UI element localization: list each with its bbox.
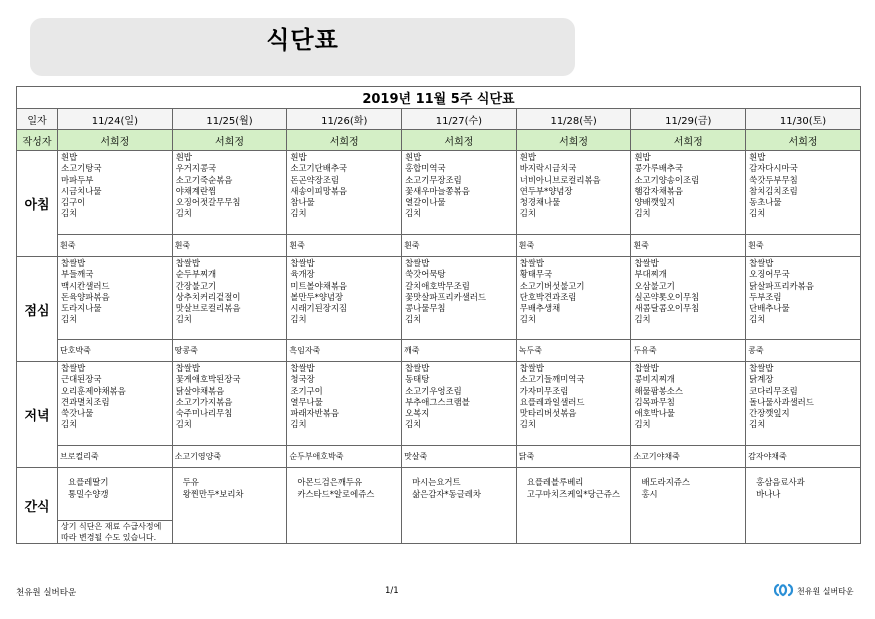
menu-item: 김목파무침 [634,396,675,407]
menu-item: 볼만두*양념장 [290,291,344,302]
porridge-cell: 흰죽 [287,235,402,257]
day-date: 11/29(금) [631,109,746,130]
lunch-cell [631,257,746,340]
menu-item: 햄감자채볶음 [634,185,683,196]
snack-label: 간식 [17,468,58,544]
lunch-cell [58,257,173,340]
lunch-porridge-row [17,340,861,362]
menu-item: 두유 [182,477,199,487]
menu-item: 청국장 [290,374,315,385]
menu-item: 흰밥 [405,152,422,162]
menu-item: 열무나물 [290,396,323,407]
porridge-cell: 두유죽 [631,340,746,362]
menu-item: 김치 [519,208,536,219]
porridge-cell: 소고기야채죽 [631,446,746,468]
menu-item: 참치김치조림 [749,185,798,196]
porridge-cell: 흰죽 [402,235,517,257]
menu-item: 참나물 [290,197,315,208]
porridge-cell: 소고기영양죽 [172,446,287,468]
menu-item: 콩비지찌개 [634,374,675,385]
menu-item: 김치 [290,208,307,219]
menu-item: 소고기양송이조림 [634,174,700,185]
breakfast-cell [402,151,517,235]
breakfast-cell [172,151,287,235]
day-writer: 서희정 [287,130,402,151]
menu-item: 맥시칸샐러드 [61,280,110,291]
menu-item: 새송이피망볶음 [290,185,348,196]
day-date: 11/25(월) [172,109,287,130]
day-date: 11/28(목) [516,109,631,130]
menu-item: 소고기버섯불고기 [519,280,585,291]
menu-item: 김치 [749,208,766,219]
menu-item: 간장불고기 [175,280,217,291]
menu-item: 찹쌀밥 [634,363,659,373]
menu-item: 시금치나물 [61,185,102,196]
menu-item: 파래자반볶음 [290,408,339,419]
menu-item: 미트볼야채볶음 [290,280,348,291]
menu-item: 홍합미역국 [405,163,446,174]
menu-item: 김치 [405,208,422,219]
menu-item: 김치 [405,314,422,325]
day-writer: 서희정 [631,130,746,151]
menu-item: 맛타리버섯볶음 [519,408,577,419]
menu-item: 김치 [519,419,536,430]
menu-item: 홍시 [641,489,658,499]
breakfast-row [17,151,861,235]
porridge-cell: 흰죽 [516,235,631,257]
lunch-row [17,257,861,340]
snack-cell [631,468,746,544]
menu-item: 견과멸치조림 [61,396,110,407]
menu-item: 근대된장국 [61,374,102,385]
menu-item: 돈육양파볶음 [61,291,110,302]
menu-item: 흰밥 [749,152,766,162]
menu-item: 김치 [749,314,766,325]
menu-item: 동초나물 [749,197,782,208]
snack-cell [58,468,173,521]
note-line: 상기 식단은 재료 수급사정에 [61,522,162,531]
menu-item: 통밀수양갱 [68,489,109,499]
page-number: 1/1 [385,586,399,596]
dinner-cell [746,362,861,446]
menu-item: 흰밥 [519,152,536,162]
menu-item: 꽃맛살파프리카샐러드 [405,291,486,302]
porridge-cell: 흰죽 [746,235,861,257]
menu-item: 소고기무장조림 [405,174,462,185]
menu-item: 소고기들깨미역국 [519,374,585,385]
menu-item: 꽃새우마늘쫑볶음 [405,185,470,196]
menu-item: 소고기우엉조림 [405,385,462,396]
menu-item: 해물팜봉소스 [634,385,683,396]
snack-cell [172,468,287,544]
menu-item: 삶은감자*동글레차 [412,489,481,499]
menu-item: 닭살야채볶음 [175,385,225,396]
menu-item: 오삼불고기 [634,280,675,291]
menu-item: 무배추생채 [519,303,561,314]
day-writer: 서희정 [58,130,173,151]
menu-item: 김구이 [61,197,86,208]
menu-item: 바지락시금치국 [519,163,577,174]
menu-item: 김치 [749,419,766,430]
dinner-cell [287,362,402,446]
menu-item: 마파두부 [61,174,94,185]
menu-item: 김치 [175,314,192,325]
menu-item: 김치 [175,208,192,219]
menu-item: 오리훈제야채볶음 [61,385,126,396]
menu-item: 열갈이나물 [405,197,446,208]
porridge-cell: 깨죽 [402,340,517,362]
day-date: 11/30(토) [746,109,861,130]
menu-table [16,86,861,544]
breakfast-porridge-row [17,235,861,257]
porridge-cell: 순두부애호박죽 [287,446,402,468]
menu-item: 콩나물무침 [405,303,446,314]
dinner-porridge-row [17,446,861,468]
menu-item: 찹쌀밥 [634,258,659,268]
day-date: 11/24(일) [58,109,173,130]
menu-item: 찹쌀밥 [61,258,86,268]
porridge-cell: 흰죽 [172,235,287,257]
day-date: 11/27(수) [402,109,517,130]
menu-item: 돌나물사과샐러드 [749,396,814,407]
menu-item: 김치 [61,314,78,325]
menu-item: 흰밥 [175,152,192,162]
menu-item: 김치 [634,314,651,325]
breakfast-cell [631,151,746,235]
menu-item: 소고기탕국 [61,163,102,174]
porridge-cell: 흰죽 [58,235,173,257]
date-row [17,109,861,130]
menu-item: 닭살파프리카볶음 [749,280,814,291]
menu-item: 찹쌀밥 [290,258,315,268]
menu-item: 찹쌀밥 [290,363,315,373]
footer-brand: 천유원 실버타운 [797,587,854,596]
lunch-cell [746,257,861,340]
menu-item: 김치 [519,314,536,325]
menu-item: 요플레블루베리 [526,477,584,487]
menu-item: 감자다시마국 [749,163,798,174]
menu-item: 김치 [61,419,78,430]
porridge-cell: 흰죽 [631,235,746,257]
day-date: 11/26(화) [287,109,402,130]
lunch-label: 점심 [17,257,58,362]
menu-item: 소고기단배추국 [290,163,348,174]
snack-row [17,468,861,521]
menu-item: 흰밥 [61,152,78,162]
menu-item: 배도라지쥬스 [641,477,690,487]
menu-item: 김치 [405,419,422,430]
writer-label: 작성자 [17,130,58,151]
menu-item: 카스타드*알로에쥬스 [297,489,375,499]
menu-item: 돈곤약장조림 [290,174,339,185]
menu-item: 오복지 [405,408,430,419]
lunch-cell [287,257,402,340]
menu-item: 김치 [175,419,192,430]
menu-item: 찹쌀밥 [405,363,430,373]
dinner-cell [516,362,631,446]
menu-item: 쑥갓어묵탕 [405,269,446,280]
snack-cell [287,468,402,544]
menu-item: 찹쌀밥 [519,258,545,268]
menu-item: 김치 [634,208,651,219]
menu-item: 청경채나물 [519,197,561,208]
dinner-cell [58,362,173,446]
menu-item: 부들깨국 [61,269,94,280]
menu-item: 두부조림 [749,291,782,302]
menu-item: 김치 [290,314,307,325]
snack-cell [746,468,861,544]
menu-item: 상추치커리겉절이 [175,291,241,302]
menu-item: 바나나 [756,489,781,499]
menu-note [58,521,173,544]
menu-item: 애호박나물 [634,408,675,419]
menu-item: 육개장 [290,269,315,280]
menu-item: 아몬드검은깨두유 [297,477,363,487]
day-writer: 서희정 [402,130,517,151]
lunch-cell [172,257,287,340]
menu-item: 오징어무국 [749,269,790,280]
breakfast-cell [287,151,402,235]
menu-item: 소고기죽순볶음 [175,174,233,185]
menu-item: 쑥갓두부무침 [749,174,798,185]
menu-item: 흰밥 [634,152,651,162]
menu-item: 오징어젓갈무무침 [175,197,241,208]
date-label: 일자 [17,109,58,130]
porridge-cell: 흑임자죽 [287,340,402,362]
menu-item: 양배깻잎지 [634,197,675,208]
menu-item: 조기구이 [290,385,323,396]
menu-item: 코다리무조림 [749,385,798,396]
porridge-cell: 땅콩죽 [172,340,287,362]
menu-item: 부대찌개 [634,269,667,280]
lunch-cell [402,257,517,340]
breakfast-cell [516,151,631,235]
footer-org: 천유원 실버타운 [16,588,77,598]
menu-item: 찹쌀밥 [749,363,774,373]
menu-item: 가자미무조림 [519,385,569,396]
porridge-cell: 콩죽 [746,340,861,362]
menu-item: 간장깻잎지 [749,408,790,419]
page-title: 식단표 [266,26,339,54]
menu-item: 단배추나물 [749,303,790,314]
menu-item: 갈치애호박무조림 [405,280,470,291]
porridge-cell: 브로컬리죽 [58,446,173,468]
menu-item: 도라지나물 [61,303,102,314]
menu-item: 김치 [634,419,651,430]
menu-item: 고구마치즈케잌*당근쥬스 [526,489,620,499]
day-writer: 서희정 [746,130,861,151]
menu-item: 너비아니브로컬리볶음 [519,174,601,185]
menu-item: 숙주미나리무침 [175,408,233,419]
menu-item: 왕찐만두*보리차 [182,489,244,499]
porridge-cell: 녹두죽 [516,340,631,362]
table-title: 2019년 11월 5주 식단표 [17,87,861,109]
menu-item: 찹쌀밥 [749,258,774,268]
menu-item: 시래기된장지짐 [290,303,348,314]
menu-item: 김치 [61,208,78,219]
menu-item: 김치 [290,419,307,430]
menu-item: 단호박견과조림 [519,291,577,302]
day-writer: 서희정 [172,130,287,151]
porridge-cell: 닭죽 [516,446,631,468]
menu-item: 꽃게애호박된장국 [175,374,241,385]
menu-item: 소고기가지볶음 [175,396,233,407]
porridge-cell: 단호박죽 [58,340,173,362]
porridge-cell: 맛살죽 [402,446,517,468]
breakfast-cell [58,151,173,235]
dinner-label: 저녁 [17,362,58,468]
menu-item: 연두부*양념장 [519,185,573,196]
lunch-cell [516,257,631,340]
dinner-row [17,362,861,446]
menu-item: 동태탕 [405,374,430,385]
menu-item: 콩가루배추국 [634,163,683,174]
writer-row [17,130,861,151]
dinner-cell [402,362,517,446]
day-writer: 서희정 [516,130,631,151]
note-line: 따라 변경될 수도 있습니다. [61,532,157,542]
menu-item: 흰밥 [290,152,307,162]
menu-item: 우거지콩국 [175,163,217,174]
menu-item: 마시는요거트 [412,477,461,487]
menu-item: 새콤달콤오이무침 [634,303,700,314]
menu-item: 홍삼음료사과 [756,477,805,487]
dinner-cell [631,362,746,446]
menu-item: 찹쌀밥 [405,258,430,268]
menu-item: 찹쌀밥 [61,363,86,373]
menu-item: 야채계란찜 [175,185,217,196]
menu-item: 실곤약톳오이무침 [634,291,700,302]
menu-item: 순두부찌개 [175,269,217,280]
menu-item: 닭계장 [749,374,774,385]
menu-item: 찹쌀밥 [175,363,200,373]
menu-item: 쑥갓나물 [61,408,94,419]
dinner-cell [172,362,287,446]
menu-item: 찹쌀밥 [175,258,200,268]
porridge-cell: 감자야채죽 [746,446,861,468]
snack-cell [516,468,631,544]
menu-item: 요플레과일샐러드 [519,396,585,407]
menu-item: 맛살브로컬리볶음 [175,303,241,314]
logo-icon [774,582,794,598]
menu-item: 황태무국 [519,269,553,280]
menu-item: 부추애그스크램블 [405,396,470,407]
menu-item: 찹쌀밥 [519,363,545,373]
breakfast-label: 아침 [17,151,58,257]
menu-item: 요플레딸기 [68,477,109,487]
snack-cell [402,468,517,544]
breakfast-cell [746,151,861,235]
